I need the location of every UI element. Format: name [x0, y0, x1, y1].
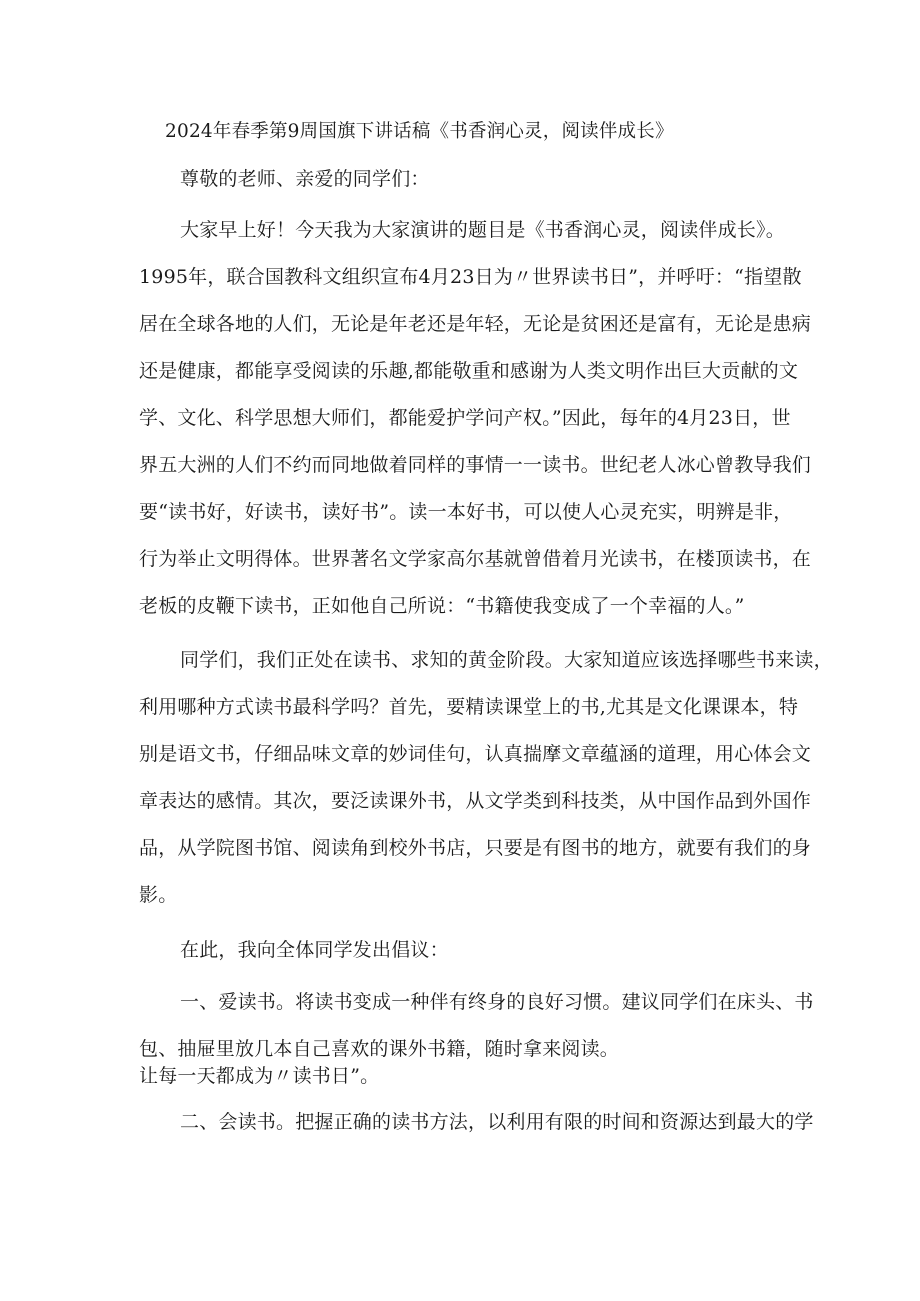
- text-line: 一、爱读书。将读书变成一种伴有终身的良好习惯。建议同学们在床头、书: [180, 991, 814, 1013]
- text-line: 包、抽屉里放几本自己喜欢的课外书籍，随时拿来阅读。: [139, 1038, 620, 1060]
- text-line: 在此，我向全体同学发出倡议：: [180, 939, 449, 961]
- document-title: 2024年春季第9周国旗下讲话稿《书香润心灵，阅读伴成长》: [165, 121, 674, 142]
- text-line: 章表达的感情。其次，要泛读课外书，从文学类到科技类，从中国作品到外国作: [139, 790, 812, 812]
- text-line: 行为举止文明得体。世界著名文学家高尔基就曾借着月光读书，在楼顶读书，在: [139, 548, 812, 570]
- text-line: 品，从学院图书馆、阅读角到校外书店，只要是有图书的地方，就要有我们的身: [139, 837, 812, 859]
- greeting-line: 尊敬的老师、亲爱的同学们：: [180, 168, 430, 190]
- text-line: 二、会读书。把握正确的读书方法，以利用有限的时间和资源达到最大的学: [180, 1111, 814, 1133]
- text-line: 还是健康，都能享受阅读的乐趣,都能敬重和感谢为人类文明作出巨大贡献的文: [139, 360, 799, 382]
- text-line: 要“读书好，好读书，读好书”。读一本好书，可以使人心灵充实，明辨是非，: [139, 501, 793, 523]
- text-line: 1995年，联合国教科文组织宣布4月23日为〃世界读书日”，并呼吁：“指望散: [139, 266, 802, 288]
- text-line: 同学们，我们正处在读书、求知的黄金阶段。大家知道应该选择哪些书来读，: [180, 649, 833, 671]
- text-line: 让每一天都成为〃读书日”。: [139, 1065, 380, 1087]
- text-line: 学、文化、科学思想大师们，都能爱护学问产权。”因此，每年的4月23日，世: [139, 407, 791, 429]
- text-line: 居在全球各地的人们，无论是年老还是年轻，无论是贫困还是富有，无论是患病: [139, 313, 812, 335]
- text-line: 影。: [139, 884, 178, 906]
- text-line: 利用哪种方式读书最科学吗？首先，要精读课堂上的书,尤其是文化课课本，特: [139, 696, 799, 718]
- text-line: 别是语文书，仔细品味文章的妙词佳句，认真揣摩文章蕴涵的道理，用心体会文: [139, 743, 812, 765]
- text-line: 大家早上好！今天我为大家演讲的题目是《书香润心灵，阅读伴成长》。: [180, 219, 785, 241]
- text-line: 界五大洲的人们不约而同地做着同样的事情一一读书。世纪老人冰心曾教导我们: [139, 454, 812, 476]
- text-line: 老板的皮鞭下读书，正如他自己所说：“书籍使我变成了一个幸福的人。”: [139, 595, 745, 617]
